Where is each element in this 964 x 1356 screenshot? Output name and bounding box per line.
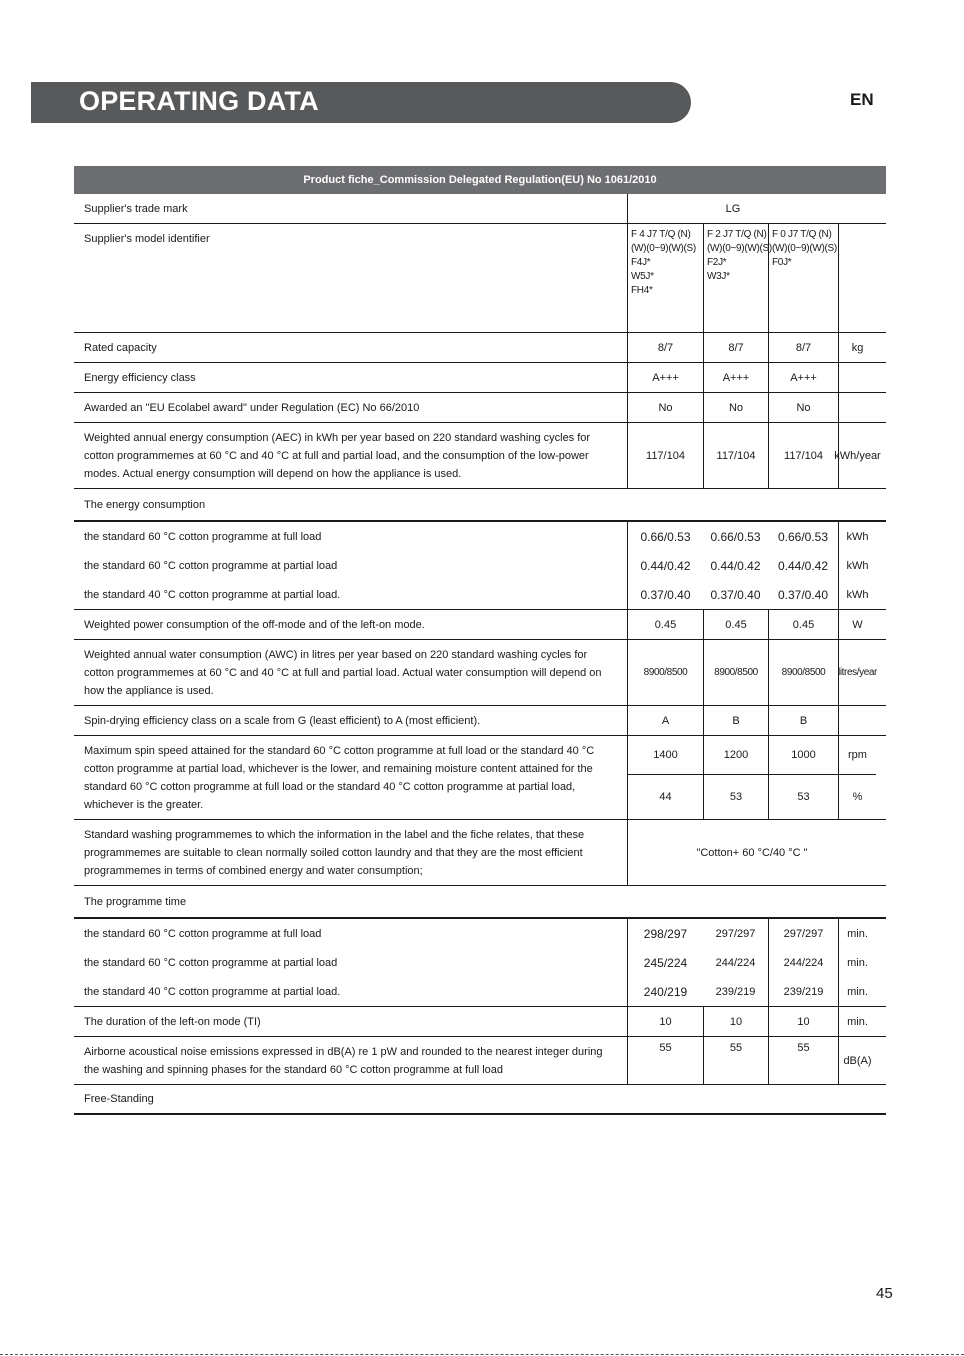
label-awc: Weighted annual water consumption (AWC) in litres per year based on 220 standard washing cycles for cotton programmemes at 60 °C and 40 °C at full and partial load. Actual water consumption will depend on how the appliance is used. — [84, 648, 602, 697]
row-energy-class — [74, 363, 886, 393]
cell-value: A+++ — [768, 363, 838, 392]
model-col-1: F 4 J7 T/Q (N) (W)(0~9)(W)(S) F4J* W5J* FH4* — [627, 224, 703, 332]
cell-unit: kWh/year — [838, 423, 876, 488]
row-ecolabel — [74, 393, 886, 423]
row-rated-capacity — [74, 333, 886, 363]
value-trade-mark: LG — [627, 194, 838, 223]
cell-unit: kg — [838, 333, 876, 362]
row-free-standing — [74, 1085, 886, 1115]
label-left-on-duration: The duration of the left-on mode (TI) — [84, 1015, 261, 1028]
page-bottom-rule — [0, 1354, 964, 1355]
table-row: the standard 60 °C cotton programme at full load 0.66/0.53 0.66/0.53 0.66/0.53 kWh — [74, 522, 886, 551]
cell-value: No — [703, 393, 768, 422]
cell-value: 8/7 — [768, 333, 838, 362]
label-energy-consumption: The energy consumption — [84, 498, 206, 511]
row-awc: Weighted annual water consumption (AWC) in litres per year based on 220 standard washing cycles for cotton programmemes at 60 °C and 40 °C at full and partial load. Actual water consumption will depend on how the appliance is used. 8900/8500 8900/8500 8900/8500 litres/year — [74, 640, 886, 706]
row-model-identifier — [74, 224, 886, 333]
table-header: Product fiche_Commission Delegated Regulation(EU) No 1061/2010 — [74, 166, 886, 194]
label-model-identifier: Supplier's model identifier — [84, 233, 210, 245]
label-rated-capacity: Rated capacity — [84, 341, 157, 354]
row-aec — [74, 423, 886, 489]
cell-value: 8/7 — [703, 333, 768, 362]
label-programme-time: The programme time — [84, 895, 187, 908]
table-row: the standard 60 °C cotton programme at full load 298/297 297/297 297/297 min. — [74, 919, 886, 948]
table-row: the standard 60 °C cotton programme at partial load 245/224 244/224 244/224 min. — [74, 948, 886, 977]
cell-value: 117/104 — [703, 423, 768, 488]
row-spin-speed: Maximum spin speed attained for the standard 60 °C cotton programme at full load or the standard 40 °C cotton programme at partial load, whichever is the lower, and remaining moisture content attained for the standard 60 °C cotton programme at full load or the standard 40 °C cotton programme at partial load, whichever is the greater. 1400 1200 1000 rpm 44 53 53 % — [74, 736, 886, 820]
row-spin-class: Spin-drying efficiency class on a scale from G (least efficient) to A (most efficient). A B B — [74, 706, 886, 736]
cell-value: No — [768, 393, 838, 422]
table-row: the standard 60 °C cotton programme at partial load 0.44/0.42 0.44/0.42 0.44/0.42 kWh — [74, 551, 886, 580]
row-left-on-duration: The duration of the left-on mode (TI) 10 10 10 min. — [74, 1007, 886, 1037]
page-number: 45 — [876, 1285, 893, 1302]
model-col-3: F 0 J7 T/Q (N) (W)(0~9)(W)(S) F0J* — [768, 224, 838, 332]
label-standard-programmes: Standard washing programmemes to which the information in the label and the fiche relates, that these programmemes are suitable to clean normally soiled cotton laundry and that they are the most efficient programmemes in terms of combined energy and water consumption; — [84, 828, 585, 877]
label-spin-speed: Maximum spin speed attained for the standard 60 °C cotton programme at full load or the standard 40 °C cotton programme at partial load, whichever is the lower, and remaining moisture content attained for the standard 60 °C cotton programme at full load or the standard 40 °C cotton programme at partial load, whichever is the greater. — [84, 744, 595, 811]
label-ecolabel: Awarded an "EU Ecolabel award" under Regulation (EC) No 66/2010 — [84, 401, 420, 414]
label-energy-class: Energy efficiency class — [84, 371, 196, 384]
cell-value: 117/104 — [768, 423, 838, 488]
label-noise: Airborne acoustical noise emissions expressed in dB(A) re 1 pW and rounded to the nearest integer during the washing and spinning phases for the standard 60 °C cotton programme at full load — [84, 1045, 603, 1076]
row-energy-consumption-heading — [74, 489, 886, 522]
row-noise: Airborne acoustical noise emissions expressed in dB(A) re 1 pW and rounded to the nearest integer during the washing and spinning phases for the standard 60 °C cotton programme at full load 55 55 55 dB(A) — [74, 1037, 886, 1085]
row-trade-mark — [74, 194, 886, 224]
cell-value: A+++ — [627, 363, 703, 392]
row-power-consumption: Weighted power consumption of the off-mode and of the left-on mode. 0.45 0.45 0.45 W — [74, 610, 886, 640]
cell-value: 117/104 — [627, 423, 703, 488]
label-aec: Weighted annual energy consumption (AEC) in kWh per year based on 220 standard washing cycles for cotton programmemes at 60 °C and 40 °C at full and partial load, and the consumption of the low-power modes. Actual energy consumption will depend on how the appliance is used. — [84, 431, 591, 480]
language-code: EN — [850, 90, 874, 109]
label-spin-class: Spin-drying efficiency class on a scale from G (least efficient) to A (most efficient). — [84, 714, 481, 727]
table-row: the standard 40 °C cotton programme at partial load. 0.37/0.40 0.37/0.40 0.37/0.40 kWh — [74, 580, 886, 610]
value-standard-programmes: "Cotton+ 60 °C/40 °C " — [627, 820, 876, 885]
title-banner — [31, 82, 691, 123]
row-standard-programmes — [74, 820, 886, 886]
label-power-consumption: Weighted power consumption of the off-mode and of the left-on mode. — [84, 618, 425, 631]
table-row: the standard 40 °C cotton programme at partial load. 240/219 239/219 239/219 min. — [74, 977, 886, 1007]
model-col-2: F 2 J7 T/Q (N) (W)(0~9)(W)(S) F2J* W3J* — [703, 224, 768, 332]
row-programme-time-heading — [74, 886, 886, 919]
cell-value: 8/7 — [627, 333, 703, 362]
page-title: OPERATING DATA — [79, 86, 319, 116]
product-fiche-table — [74, 166, 886, 1115]
label-free-standing: Free-Standing — [84, 1093, 154, 1105]
label-trade-mark: Supplier's trade mark — [84, 202, 188, 215]
cell-value: A+++ — [703, 363, 768, 392]
cell-value: No — [627, 393, 703, 422]
